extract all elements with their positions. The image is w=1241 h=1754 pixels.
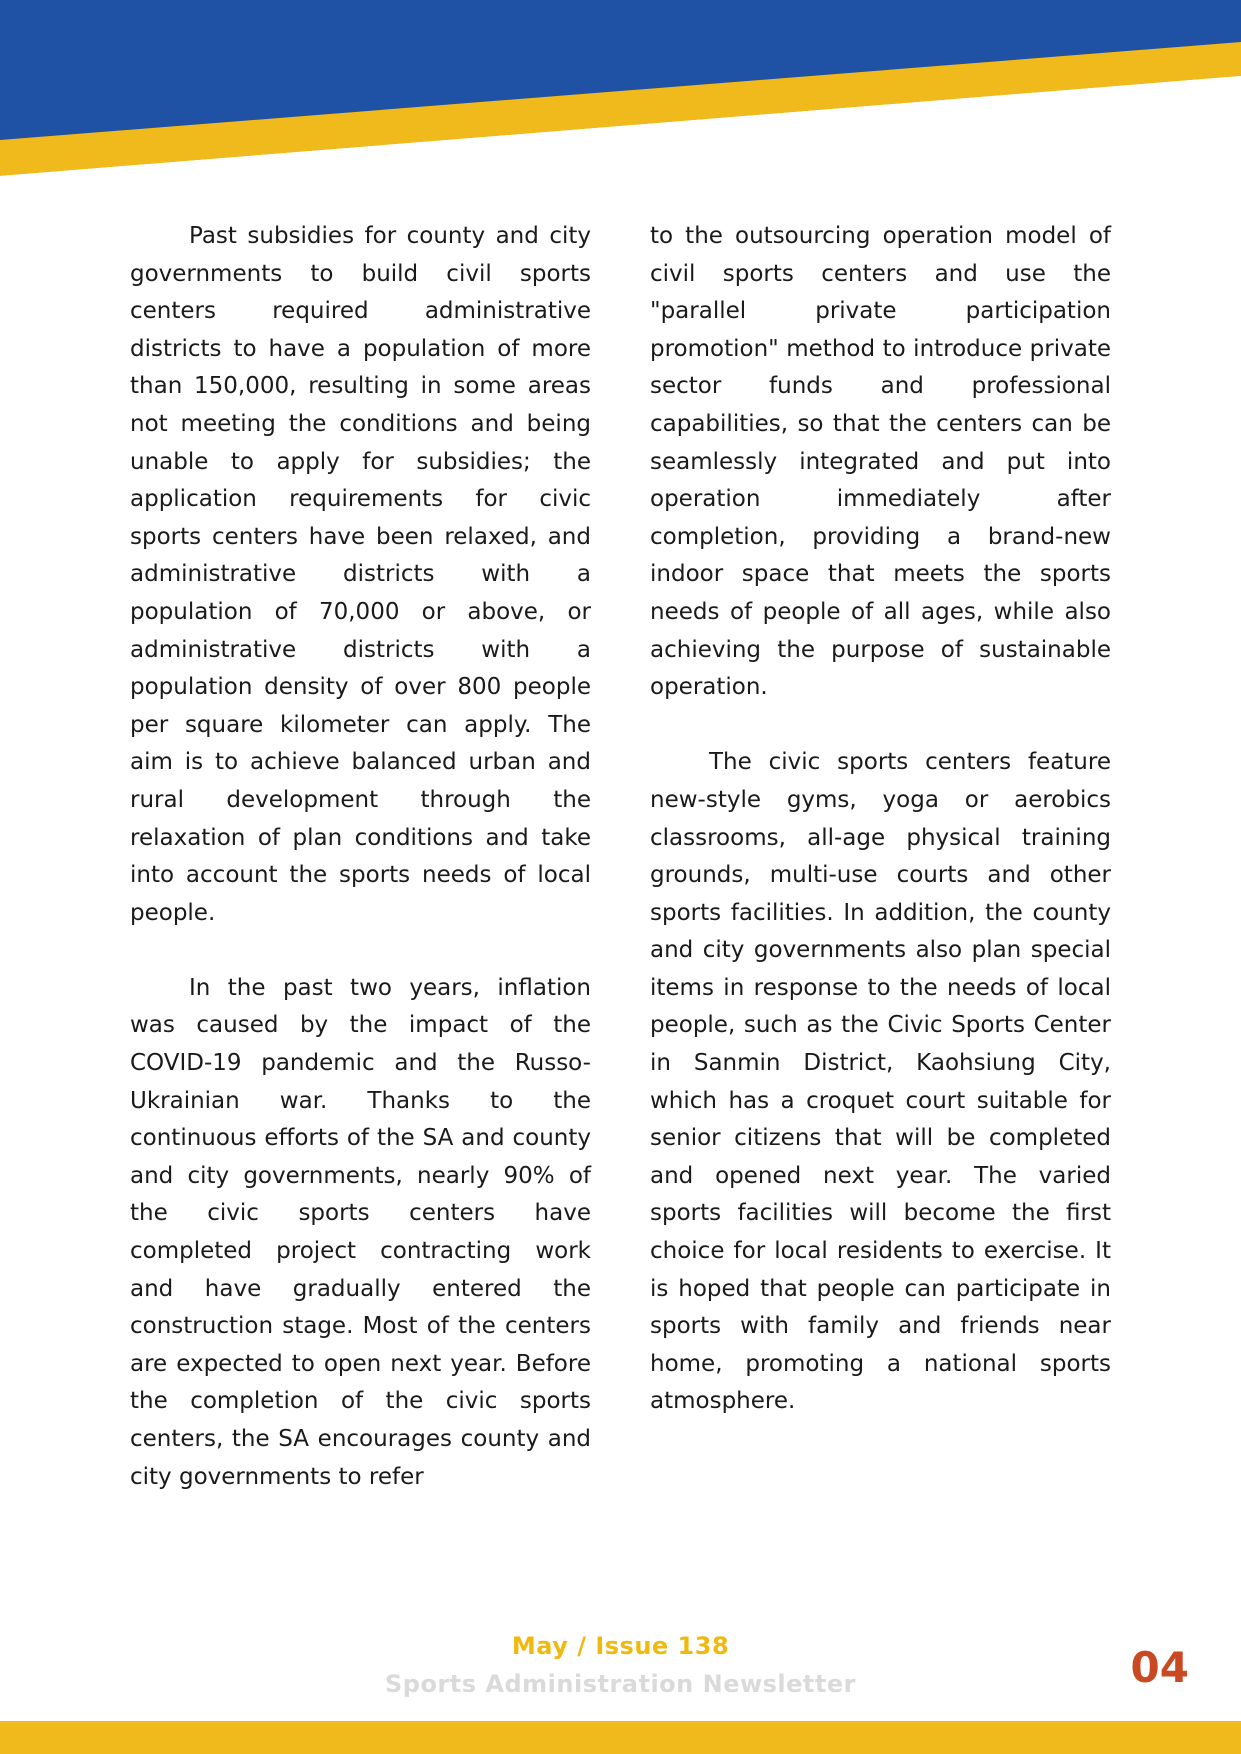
article-body (130, 218, 1111, 1534)
page-number: 04 (1130, 1643, 1189, 1692)
footer-issue: May / Issue 138 (511, 1632, 730, 1660)
paragraph: In the past two years, inflation was caused by the impact of the COVID-19 pandemic and the Russo-Ukrainian war. Thanks to the continuous efforts of the SA and county and city governments, nearly 90% of the civic sports centers have completed project contracting work and have gradually entered the construction stage. Most of the centers are expected to open next year. Before the completion of the civic sports centers, the SA encourages county and city governments to refer (130, 974, 591, 1490)
right-column (650, 218, 1111, 1534)
paragraph: Past subsidies for county and city governments to build civil sports centers required administrative districts to have a population of more than 150,000, resulting in some areas not meeting the conditions and being unable to apply for subsidies; the application requirements for civic sports centers have been relaxed, and administrative districts with a population of 70,000 or above, or administrative districts with a population density of over 800 people per square kilometer can apply. The aim is to achieve balanced urban and rural development through the relaxation of plan conditions and take into account the sports needs of local people. (130, 223, 591, 926)
header-banner (0, 0, 1241, 180)
left-column (130, 218, 591, 1534)
footer-publication-title: Sports Administration Newsletter (384, 1670, 856, 1698)
footer-bar (0, 1721, 1241, 1754)
paragraph: The civic sports centers feature new-style gyms, yoga or aerobics classrooms, all-age physical training grounds, multi-use courts and other sports facilities. In addition, the county and city governments also plan special items in response to the needs of local people, such as the Civic Sports Center in Sanmin District, Kaohsiung City, which has a croquet court suitable for senior citizens that will be completed and opened next year. The varied sports facilities will become the first choice for local residents to exercise. It is hoped that people can participate in sports with family and friends near home, promoting a national sports atmosphere. (650, 749, 1111, 1415)
paragraph-continued: to the outsourcing operation model of civil sports centers and use the "parallel private participation promotion" method to introduce private sector funds and professional capabilities, so that the centers can be seamlessly integrated and put into operation immediately after completion, providing a brand-new indoor space that meets the sports needs of people of all ages, while also achieving the purpose of sustainable operation. (650, 223, 1111, 701)
